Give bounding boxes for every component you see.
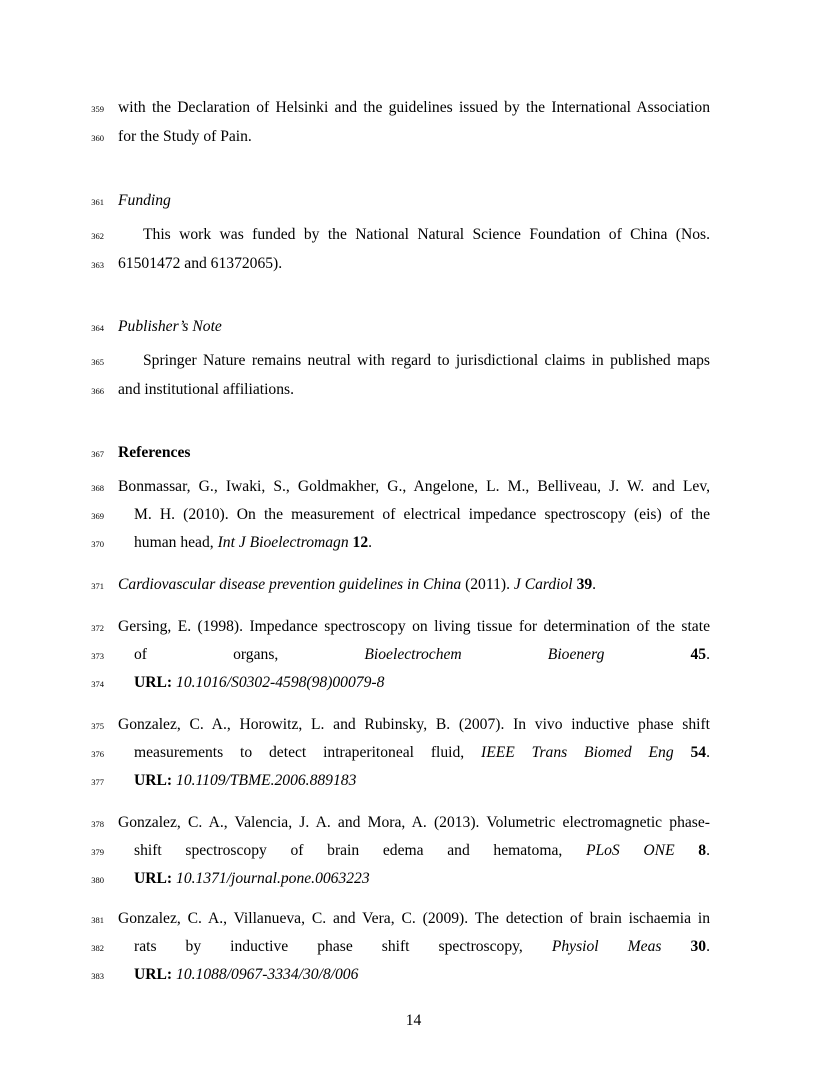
reference-text-run: (2011).: [461, 576, 514, 593]
reference-text-run: Bonmassar, G., Iwaki, S., Goldmakher, G., Angelone, L. M., Belliveau, J. W. and Lev,: [118, 478, 710, 495]
reference-line: [134, 869, 710, 889]
reference-text-run: 30: [690, 938, 707, 955]
body-text-line: This work was funded by the National Natural Science Foundation of China (Nos.: [143, 226, 710, 243]
reference-line: [118, 909, 710, 929]
reference-line: [134, 771, 710, 791]
reference-text-run: .: [592, 576, 597, 593]
reference-line: [134, 937, 710, 957]
reference-text-run: 10.1016/S0302-4598(98)00079-8: [176, 674, 385, 691]
reference-text-run: 8: [698, 842, 707, 859]
reference-line: [134, 965, 710, 985]
reference-text-run: rats by inductive phase shift spectroscopy,: [134, 938, 552, 955]
reference-text-run: 45: [690, 646, 707, 663]
body-text-line: with the Declaration of Helsinki and the guidelines issued by the International Association: [118, 99, 710, 116]
url-label: URL:: [134, 870, 173, 887]
line-number: 369: [91, 511, 104, 521]
line-number: 382: [91, 943, 104, 953]
reference-line: [134, 533, 710, 553]
reference-text-run: 54: [690, 744, 707, 761]
reference-line: [134, 673, 710, 693]
reference-text-run: .: [706, 646, 710, 663]
reference-line: [118, 715, 710, 735]
reference-text-run: .: [368, 534, 373, 551]
reference-text-run: Gonzalez, C. A., Horowitz, L. and Rubinsky, B. (2007). In vivo inductive phase shift: [118, 716, 710, 733]
reference-text-run: [674, 744, 691, 761]
reference-text-run: Gersing, E. (1998). Impedance spectroscopy on living tissue for determination of the state: [118, 618, 710, 635]
reference-line: [118, 575, 710, 595]
reference-line: [118, 617, 710, 637]
reference-text-run: [661, 938, 690, 955]
reference-line: [118, 477, 710, 497]
reference-text-run: human head,: [134, 534, 218, 551]
reference-text-run: .: [706, 938, 710, 955]
reference-text-run: IEEE Trans Biomed Eng: [481, 744, 674, 761]
reference-text-run: Int J Bioelectromagn: [217, 534, 349, 551]
line-number: 383: [91, 971, 104, 981]
line-number: 374: [91, 679, 104, 689]
reference-text-run: Bioelectrochem Bioenerg: [364, 646, 605, 663]
line-number: 364: [91, 323, 104, 333]
line-number: 366: [91, 386, 104, 396]
body-text-line: for the Study of Pain.: [118, 128, 252, 145]
line-number: 380: [91, 875, 104, 885]
reference-text-run: Gonzalez, C. A., Villanueva, C. and Vera, C. (2009). The detection of brain ischaemia in: [118, 910, 710, 927]
line-number: 378: [91, 819, 104, 829]
reference-text-run: 12: [352, 534, 369, 551]
line-number: 371: [91, 581, 104, 591]
reference-text-run: PLoS ONE: [585, 842, 675, 859]
reference-text-run: M. H. (2010). On the measurement of electrical impedance spectroscopy (eis) of the: [134, 506, 710, 523]
line-number: 370: [91, 539, 104, 549]
reference-text-run: .: [706, 744, 710, 761]
section-heading-references: References: [118, 444, 191, 461]
line-number: 363: [91, 260, 104, 270]
reference-text-run: Cardiovascular disease prevention guidelines in China: [118, 576, 462, 593]
line-number: 368: [91, 483, 104, 493]
reference-text-run: [675, 842, 699, 859]
reference-text-run: J Cardiol: [513, 576, 573, 593]
reference-line: [134, 743, 710, 763]
reference-text-run: Gonzalez, C. A., Valencia, J. A. and Mora, A. (2013). Volumetric electromagnetic phase-: [118, 814, 710, 831]
reference-text-run: .: [706, 842, 710, 859]
line-number: 376: [91, 749, 104, 759]
section-heading-publishers-note: Publisher’s Note: [118, 318, 222, 335]
reference-text-run: Physiol Meas: [551, 938, 662, 955]
line-number: 372: [91, 623, 104, 633]
reference-line: [134, 841, 710, 861]
line-number: 359: [91, 104, 104, 114]
reference-text-run: shift spectroscopy of brain edema and hematoma,: [134, 842, 586, 859]
line-number: 362: [91, 231, 104, 241]
line-number: 361: [91, 197, 104, 207]
line-number: 377: [91, 777, 104, 787]
reference-text-run: [604, 646, 690, 663]
section-heading-funding: Funding: [118, 192, 171, 209]
page-number: 14: [405, 1012, 422, 1029]
url-label: URL:: [134, 966, 173, 983]
line-number: 360: [91, 133, 104, 143]
reference-text-run: measurements to detect intraperitoneal fluid,: [134, 744, 482, 761]
reference-text-run: 10.1371/journal.pone.0063223: [176, 870, 370, 887]
line-number: 365: [91, 357, 104, 367]
reference-text-run: 10.1088/0967-3334/30/8/006: [176, 966, 359, 983]
body-text-line: and institutional affiliations.: [118, 381, 294, 398]
reference-text-run: 10.1109/TBME.2006.889183: [176, 772, 357, 789]
reference-text-run: 39: [576, 576, 593, 593]
url-label: URL:: [134, 674, 173, 691]
reference-line: [134, 505, 710, 525]
line-number: 379: [91, 847, 104, 857]
reference-line: [118, 813, 710, 833]
url-label: URL:: [134, 772, 173, 789]
body-text-line: Springer Nature remains neutral with regard to jurisdictional claims in published maps: [143, 352, 710, 369]
reference-text-run: of organs,: [134, 646, 365, 663]
body-text-line: 61501472 and 61372065).: [118, 255, 283, 272]
line-number: 375: [91, 721, 104, 731]
line-number: 367: [91, 449, 104, 459]
line-number: 381: [91, 915, 104, 925]
reference-line: [134, 645, 710, 665]
line-number: 373: [91, 651, 104, 661]
